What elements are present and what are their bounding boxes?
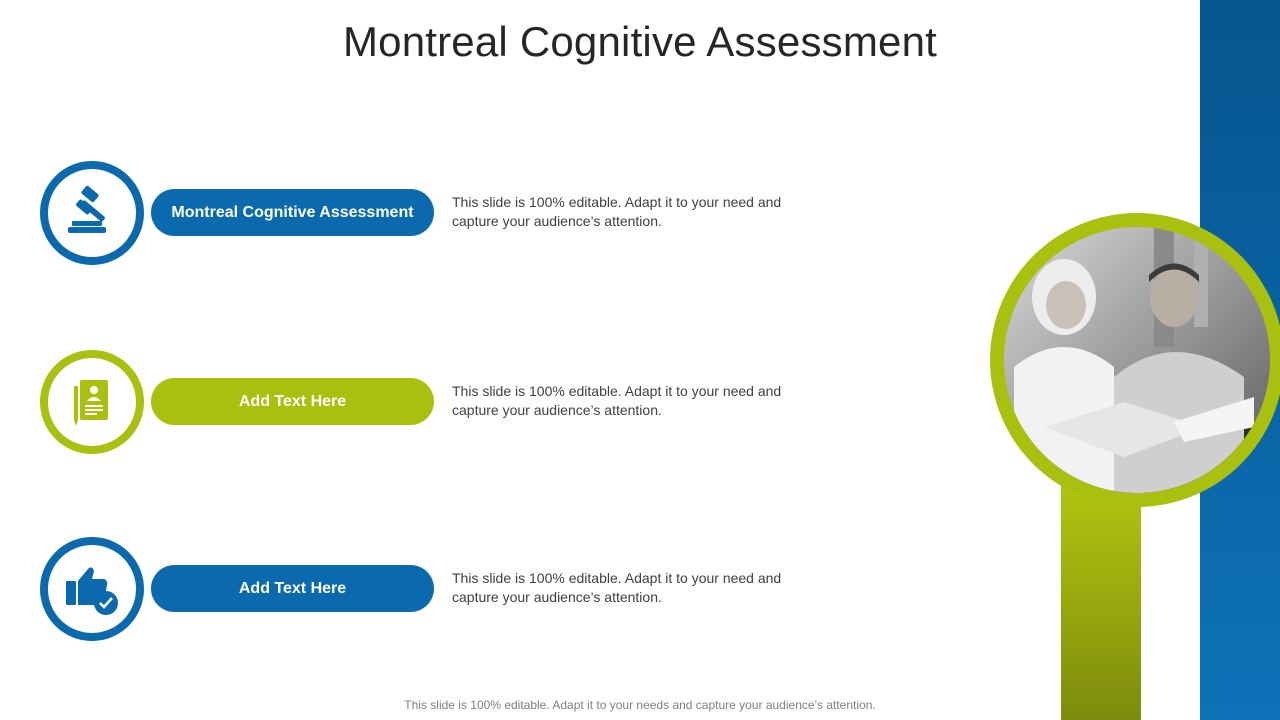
item-label-pill[interactable]: Montreal Cognitive Assessment — [151, 189, 434, 236]
resume-document-icon — [40, 350, 144, 454]
slide-title: Montreal Cognitive Assessment — [342, 18, 938, 65]
slide-footer-note: This slide is 100% editable. Adapt it to your needs and capture your audience’s attention. — [404, 698, 876, 712]
gavel-icon — [40, 161, 144, 265]
item-label-pill[interactable]: Add Text Here — [151, 565, 434, 612]
item-row-2 — [0, 350, 900, 454]
green-stem-bar — [1061, 470, 1141, 720]
item-row-1 — [0, 161, 900, 265]
item-description: This slide is 100% editable. Adapt it to your need and capture your audience’s attention. — [452, 383, 782, 418]
item-label-pill[interactable]: Add Text Here — [151, 378, 434, 425]
item-row-3 — [0, 537, 900, 641]
item-description: This slide is 100% editable. Adapt it to your need and capture your audience’s attention. — [452, 570, 782, 605]
item-description: This slide is 100% editable. Adapt it to your need and capture your audience’s attention. — [452, 194, 782, 229]
thumbs-up-check-icon — [40, 537, 144, 641]
people-photo — [1004, 227, 1270, 493]
